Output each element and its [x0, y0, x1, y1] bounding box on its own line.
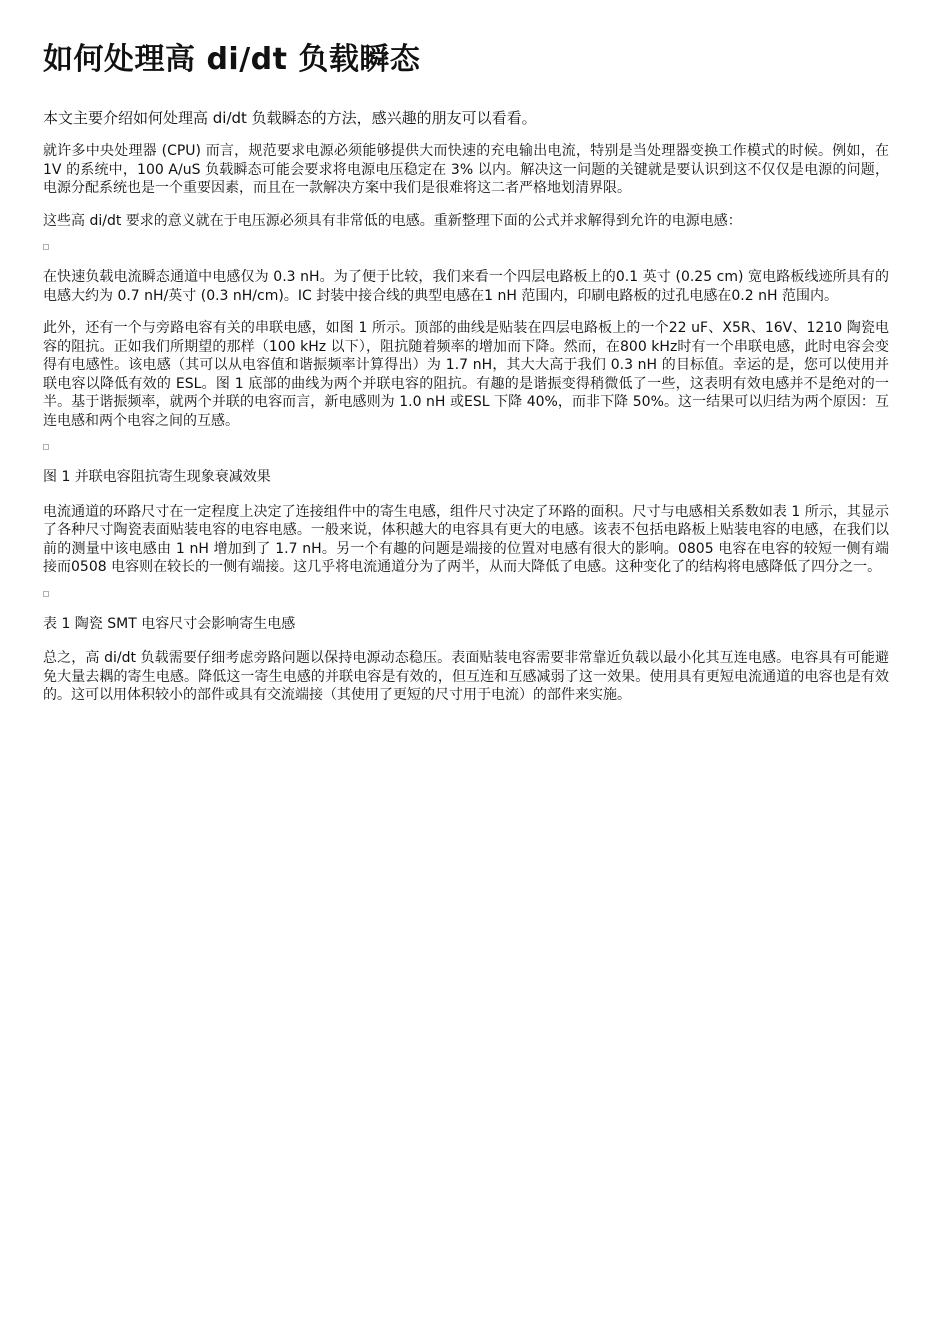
formula-image-placeholder-icon [43, 244, 49, 250]
body-paragraph-3: 在快速负载电流瞬态通道中电感仅为 0.3 nH。为了便于比较，我们来看一个四层电路板上的0.1 英寸 (0.25 cm) 宽电路板线迹所具有的电感大约为 0.7 nH/英寸 (0.3 nH/cm)。IC 封装中接合线的典型电感在1 nH 范围内，印刷电路板的过孔电感在0.2 nH 范围内。 [43, 269, 889, 304]
table-1-caption: 表 1 陶瓷 SMT 电容尺寸会影响寄生电感 [43, 615, 296, 632]
body-paragraph-4: 此外，还有一个与旁路电容有关的串联电感，如图 1 所示。顶部的曲线是贴装在四层电路板上的一个22 uF、X5R、16V、1210 陶瓷电容的阻抗。正如我们所期望的那样（100 kHz 以下），阻抗随着频率的增加而下降。然而，在800 kHz时有一个串联电感，此时电容会变得有电感性。该电感（其可以从电容值和谐振频率计算得出）为 1.7 nH，其大大高于我们 0.3 nH 的目标值。幸运的是，您可以使用并联电容以降低有效的 ESL。图 1 底部的曲线为两个并联电容的阻抗。有趣的是谐振变得稍微低了一些，这表明有效电感并不是绝对的一半。基于谐振频率，就两个并联的电容而言，新电感则为 1.0 nH 或ESL 下降 40%，而非下降 50%。这一结果可以归结为两个原因：互连电感和两个电容之间的互感。 [43, 320, 889, 429]
body-paragraph-5: 电流通道的环路尺寸在一定程度上决定了连接组件中的寄生电感，组件尺寸决定了环路的面积。尺寸与电感相关系数如表 1 所示，其显示了各种尺寸陶瓷表面贴装电容的电容电感。一般来说，体积越大的电容具有更大的电感。该表不包括电路板上贴装电容的电感，在我们以前的测量中该电感由 1 nH 增加到了 1.7 nH。另一个有趣的问题是端接的位置对电感有很大的影响。0805 电容在电容的较短一侧有端接而0508 电容则在较长的一侧有端接。这几乎将电流通道分为了两半，从而大降低了电感。这种变化了的结构将电感降低了四分之一。 [43, 503, 889, 575]
document-page [43, 38, 889, 719]
intro-paragraph: 本文主要介绍如何处理高 di/dt 负载瞬态的方法，感兴趣的朋友可以看看。 [43, 109, 537, 127]
body-paragraph-6: 总之，高 di/dt 负载需要仔细考虑旁路问题以保持电源动态稳压。表面贴装电容需要非常靠近负载以最小化其互连电感。电容具有可能避免大量去耦的寄生电感。降低这一寄生电感的并联电容是有效的，但互连和互感减弱了这一效果。使用具有更短电流通道的电容也是有效的。这可以用体积较小的部件或具有交流端接（其使用了更短的尺寸用于电流）的部件来实施。 [43, 650, 889, 703]
figure-1-caption: 图 1 并联电容阻抗寄生现象衰减效果 [43, 469, 271, 485]
body-paragraph-2: 这些高 di/dt 要求的意义就在于电压源必须具有非常低的电感。重新整理下面的公式并求解得到允许的电源电感： [43, 212, 742, 229]
table-1-image-placeholder-icon [43, 591, 49, 597]
body-paragraph-1: 就许多中央处理器 (CPU) 而言，规范要求电源必须能够提供大而快速的充电输出电流，特别是当处理器变换工作模式的时候。例如，在 1V 的系统中，100 A/uS 负载瞬态可能会要求将电源电压稳定在 3% 以内。解决这一问题的关键就是要认识到这不仅仅是电源的问题，电源分配系统也是一个重要因素，而且在一款解决方案中我们是很难将这二者严格地划清界限。 [43, 143, 889, 196]
figure-1-image-placeholder-icon [43, 444, 49, 450]
page-title: 如何处理高 di/dt 负载瞬态 [43, 42, 421, 77]
